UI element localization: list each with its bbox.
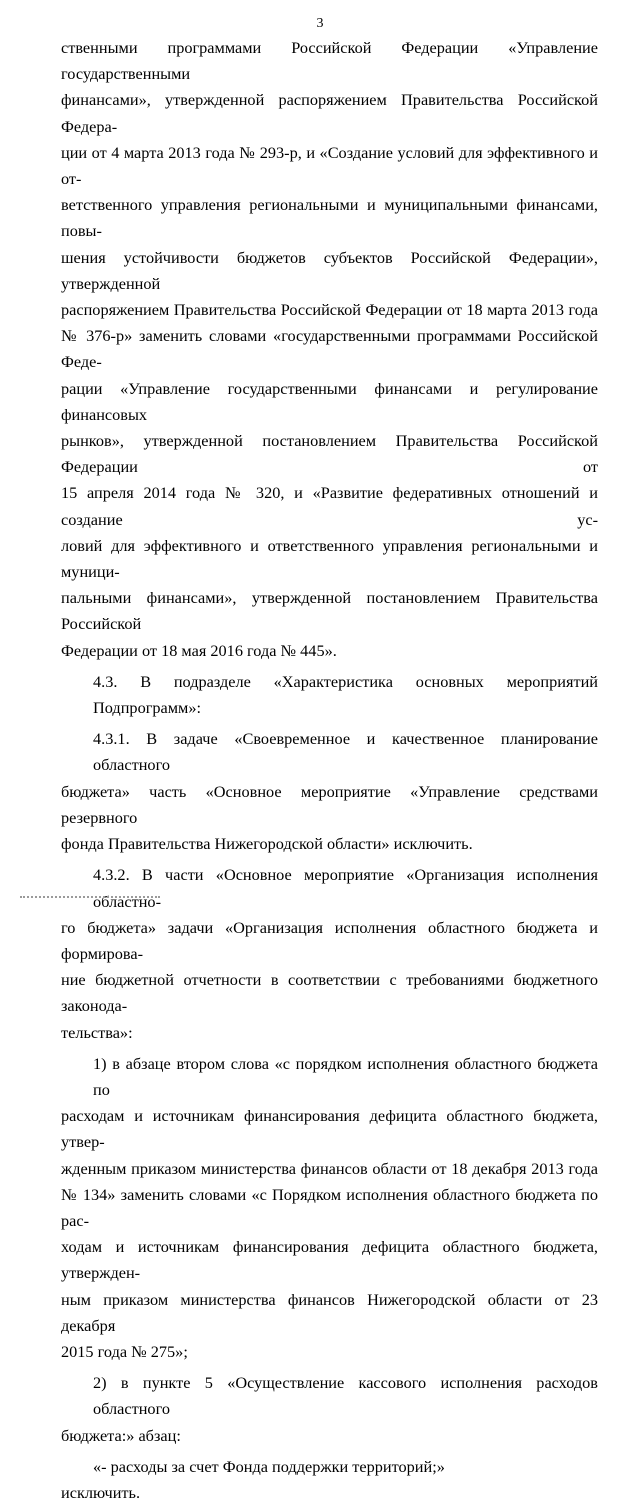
text-line: рации «Управление государственными финансами и регулирование финансовых [61, 378, 598, 424]
quoted-line [61, 1454, 598, 1480]
text-line: Федерации от 18 мая 2016 года № 445». [61, 640, 337, 660]
text-line: 2015 года № 275»; [61, 1341, 188, 1361]
text-line: 4.3. В подразделе «Характеристика основных мероприятий Подпрограмм»: [93, 671, 598, 718]
paragraph-4-3-2 [61, 862, 598, 1045]
text-line: ходам и источникам финансирования дефицита областного бюджета, утвержден- [61, 1237, 598, 1283]
text-line: тельства»: [61, 1022, 133, 1042]
text-line: финансами», утвержденной распоряжением Правительства Российской Федера- [61, 90, 598, 136]
closing-line [61, 1480, 598, 1506]
text-line: 2) в пункте 5 «Осуществление кассового исполнения расходов областного [93, 1373, 598, 1419]
text-line: шения устойчивости бюджетов субъектов Российской Федерации», утвержденной [61, 247, 598, 293]
text-line: жденным приказом министерства финансов области от 18 декабря 2013 года [61, 1158, 598, 1178]
text-line: 4.3.2. В части «Основное мероприятие «Организация исполнения областно- [93, 865, 598, 911]
text-line: 4.3.1. В задаче «Своевременное и качественное планирование областного [93, 729, 598, 775]
text-line: фонда Правительства Нижегородской области» исключить. [61, 834, 473, 854]
text-line: распоряжением Правительства Российской Федерации от 18 марта 2013 года [61, 300, 598, 320]
text-line: ловий для эффективного и ответственного управления региональными и муници- [61, 535, 598, 582]
text-line: ным приказом министерства финансов Нижегородской области от 23 декабря [61, 1289, 598, 1335]
text-line: бюджета:» абзац: [61, 1425, 181, 1445]
paragraph-4-3-1 [61, 726, 598, 857]
text-line: ственными программами Российской Федерации «Управление государственными [61, 38, 598, 84]
paragraph-continuation [61, 35, 598, 664]
text-line: 15 апреля 2014 года № 320, и «Развитие федеративных отношений и создание ус- [61, 483, 598, 529]
list-item-1 [61, 1051, 598, 1365]
text-line: ции от 4 марта 2013 года № 293-р, и «Создание условий для эффективного и от- [61, 142, 598, 189]
text-line: го бюджета» задачи «Организация исполнения областного бюджета и формирова- [61, 917, 598, 963]
text-line: исключить. [61, 1482, 141, 1502]
text-line: ветственного управления региональными и муниципальными финансами, повы- [61, 195, 598, 241]
text-line: № 376-р» заменить словами «государственными программами Российской Феде- [61, 326, 598, 372]
text-line: № 134» заменить словами «с Порядком исполнения областного бюджета по рас- [61, 1184, 598, 1230]
text-line: бюджета» часть «Основное мероприятие «Управление средствами резервного [61, 781, 598, 827]
text-line: пальными финансами», утвержденной постановлением Правительства Российской [61, 588, 598, 634]
paragraph-4-3 [61, 669, 598, 721]
text-line: ние бюджетной отчетности в соответствии с требованиями бюджетного законода- [61, 970, 598, 1016]
text-line: «- расходы за счет Фонда поддержки территорий;» [93, 1456, 445, 1476]
text-line: расходам и источникам финансирования дефицита областного бюджета, утвер- [61, 1106, 598, 1152]
scan-edge-divider [20, 896, 160, 898]
document-body [61, 35, 598, 1506]
text-line: рынков», утвержденной постановлением Правительства Российской Федерации от [61, 431, 598, 477]
text-line: 1) в абзаце втором слова «с порядком исполнения областного бюджета по [93, 1053, 598, 1099]
page-number: 3 [316, 16, 324, 31]
list-item-2 [61, 1370, 598, 1449]
